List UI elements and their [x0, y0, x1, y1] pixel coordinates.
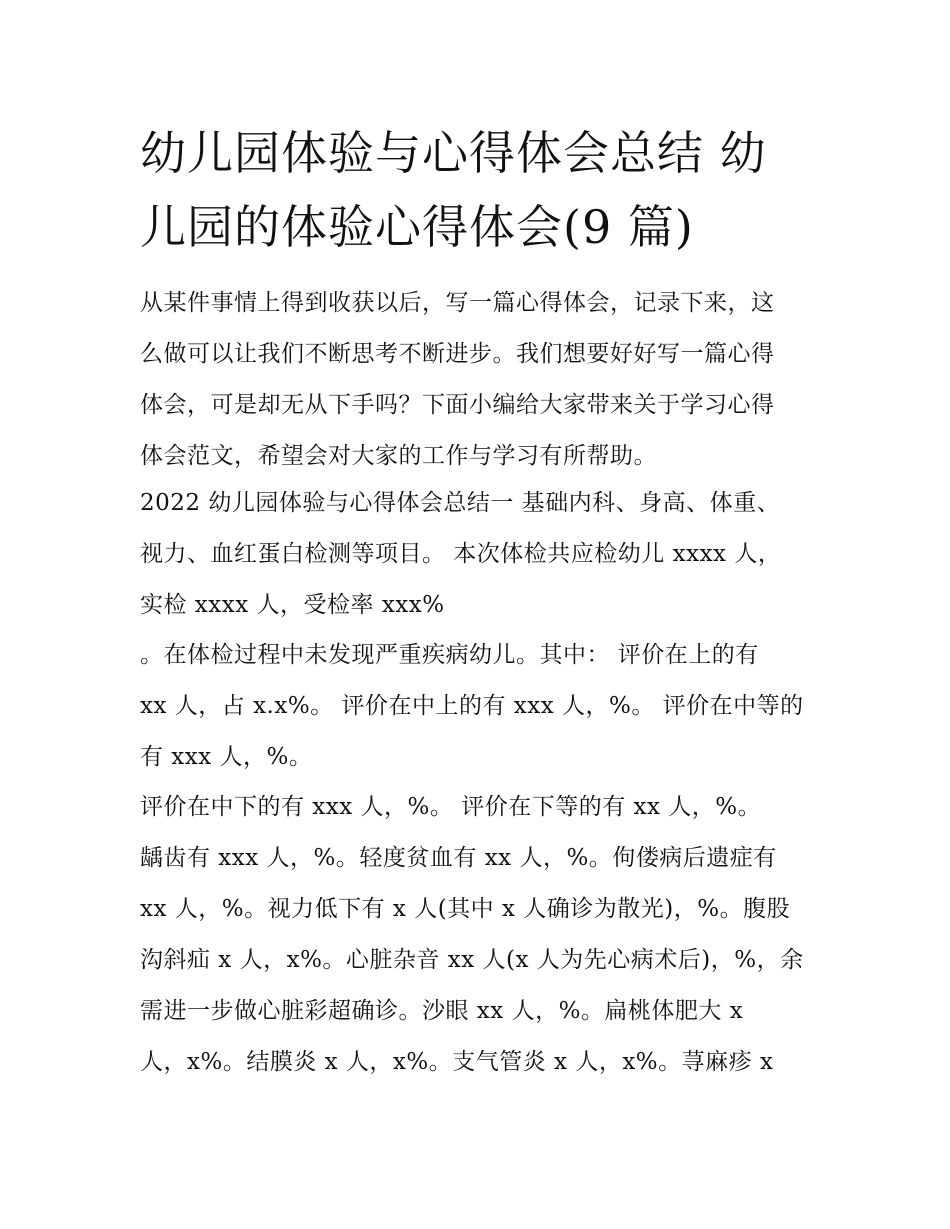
title-line: 儿园的体验心得体会(9 篇) [140, 200, 694, 254]
text-line: 沟斜疝 x 人，x%。心脏杂音 xx 人(x 人为先心病术后)，%，余 [140, 947, 804, 973]
title-line: 幼儿园体验与心得体会总结 幼 [140, 126, 767, 180]
section-paragraph-3 [140, 782, 820, 1088]
text-line: 有 xxx 人，%。 [140, 744, 313, 770]
text-line: 视力、血红蛋白检测等项目。 本次体检共应检幼儿 xxxx 人， [140, 541, 782, 567]
text-line: 评价在中下的有 xxx 人，%。 评价在下等的有 xx 人，%。 [140, 794, 762, 820]
text-line: xx 人，%。视力低下有 x 人(其中 x 人确诊为散光)，%。腹股 [140, 896, 791, 922]
section-paragraph-1 [140, 478, 820, 631]
text-line: 人，x%。结膜炎 x 人，x%。支气管炎 x 人，x%。荨麻疹 x [140, 1049, 774, 1075]
text-line: 。在体检过程中未发现严重疾病幼儿。其中： 评价在上的有 [140, 642, 759, 668]
section-paragraph-2 [140, 630, 820, 783]
text-line: 体会范文，希望会对大家的工作与学习有所帮助。 [140, 443, 657, 469]
text-line: 需进一步做心脏彩超确诊。沙眼 xx 人，%。扁桃体肥大 x [140, 998, 744, 1024]
text-line: 体会，可是却无从下手吗？下面小编给大家带来关于学习心得 [140, 392, 775, 418]
text-line: 从某件事情上得到收获以后，写一篇心得体会，记录下来，这 [140, 290, 775, 316]
text-line: 实检 xxxx 人，受检率 xxx% [140, 592, 445, 618]
intro-paragraph [140, 278, 820, 482]
document-title [140, 116, 820, 264]
text-line: 么做可以让我们不断思考不断进步。我们想要好好写一篇心得 [140, 341, 775, 367]
text-line: xx 人，占 x.x%。 评价在中上的有 xxx 人，%。 评价在中等的 [140, 693, 804, 719]
text-line: 龋齿有 xxx 人，%。轻度贫血有 xx 人，%。佝偻病后遗症有 [140, 845, 777, 871]
text-line: 2022 幼儿园体验与心得体会总结一 基础内科、身高、体重、 [140, 490, 781, 516]
